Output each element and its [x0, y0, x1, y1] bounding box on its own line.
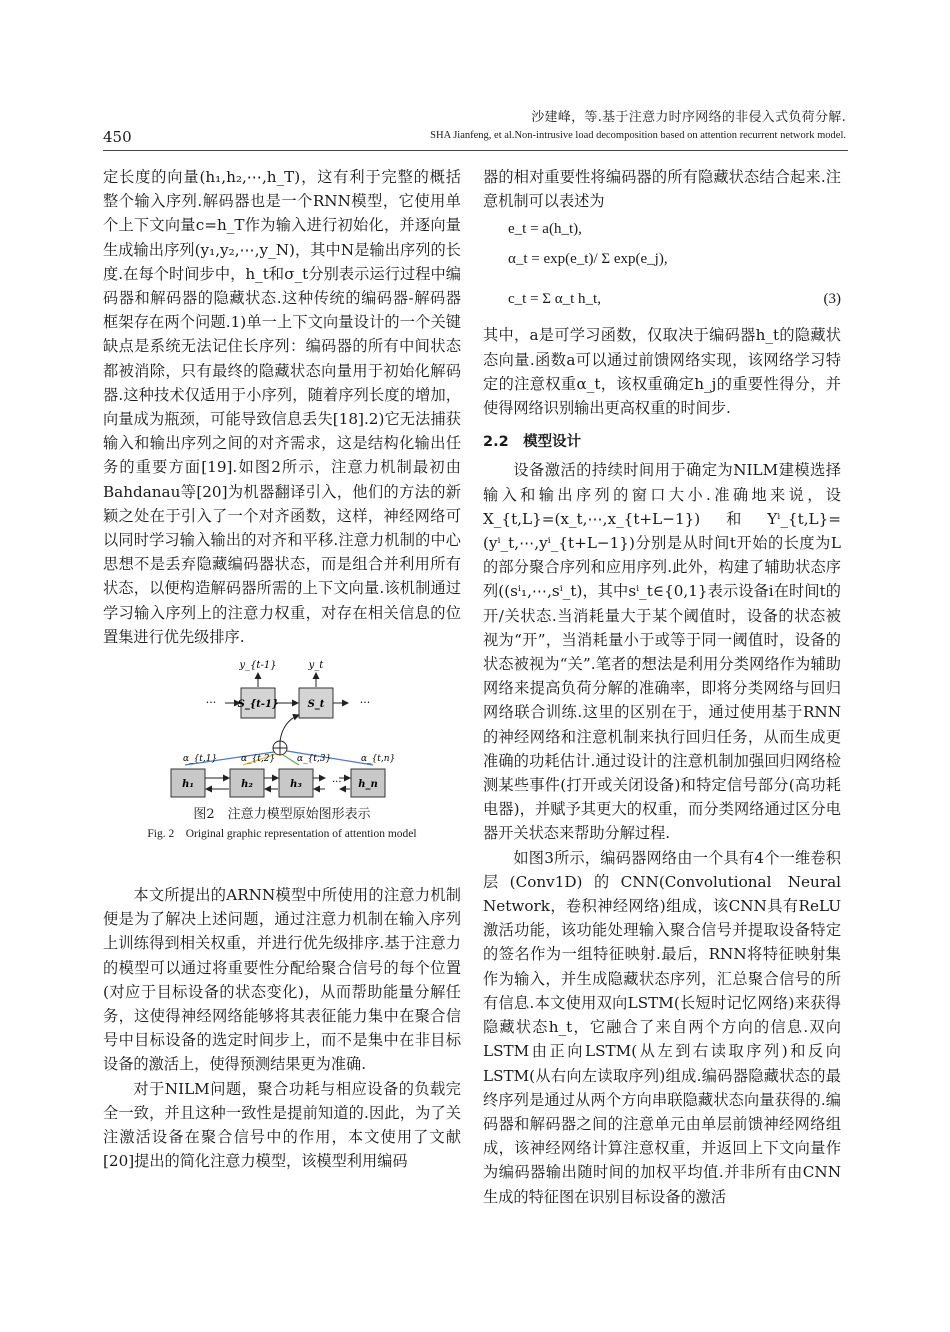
y-t-label: y_t	[308, 660, 324, 672]
h3-label: h₃	[290, 779, 302, 791]
alpha-1-label: α_{t,1}	[183, 754, 218, 765]
running-header-subtitle: SHA Jianfeng, et al.Non-intrusive load decomposition based on attention recurrent network model.	[430, 130, 846, 141]
right-paragraph-4: 如图3所示，编码器网络由一个具有4个一维卷积层(Conv1D)的CNN(Convolutional Neural Network，卷积神经网络)组成，该CNN具有ReLU激活功能，该功能处理输入聚合信号并提取设备特定的签名作为一组特征映射.最后，RNN将特征映射集作为输入，并生成隐藏状态序列，汇总聚合信号的所有信息.本文使用双向LSTM(长短时记忆网络)来获得隐藏状态h_t，它融合了来自两个方向的信息.双向LSTM由正向LSTM(从左到右读取序列)和反向LSTM(从右向左读取序列)组成.编码器隐藏状态的最终序列是通过从两个方向串联隐藏状态向量获得的.编码器和解码器之间的注意单元由单层前馈神经网络组成，该神经网络计算注意权重，并返回上下文向量作为编码器输出随时间的加权平均值.并非所有由CNN生成的特征图在识别目标设备的激活	[483, 848, 841, 1206]
equation-alpha	[483, 243, 841, 283]
figure-caption-en: Fig. 2 Original graphic representation of attention model	[147, 828, 417, 841]
ellipsis-encoder: ···	[332, 777, 342, 789]
figure-caption-zh: 图2 注意力模型原始图形表示	[193, 807, 371, 823]
hn-label: h_n	[358, 779, 378, 791]
right-paragraph-2: 其中，a是可学习函数，仅取决于编码器h_t的隐藏状态向量.函数a可以通过前馈网络实现，该网络学习特定的注意权重α_t，该权重确定h_j的重要性得分，并使得网络识别输出更高权重的时间步.	[483, 326, 841, 418]
equation-e-text: e_t = a(h_t),	[508, 221, 582, 238]
section-heading-2-2: 2.2 模型设计	[483, 434, 582, 451]
left-paragraph-2: 本文所提出的ARNN模型中所使用的注意力机制便是为了解决上述问题，通过注意力机制在输入序列上训练得到相关权重，并进行优先级排序.基于注意力的模型可以通过将重要性分配给聚合信号的每个位置(对应于目标设备的状态变化)，从而帮助能量分解任务，这使得神经网络能够将其表征能力集中在聚合信号中目标设备的选定时间步上，而不是集中在非目标设备的激活上，使得预测结果更为准确.	[103, 886, 461, 1074]
left-paragraph-1: 定长度的向量(h₁,h₂,⋯,h_T)，这有利于完整的概括整个输入序列.解码器也是一个RNN模型，它使用单个上下文向量c=h_T作为输入进行初始化，并逐向量生成输出序列(y₁,y₂,⋯,y_N)，其中N是输出序列的长度.在每个时间步中，h_t和σ_t分别表示运行过程中编码器和解码器的隐藏状态.这种传统的编码器-解码器框架存在两个问题.1)单一上下文向量设计的一个关键缺点是系统无法记住长序列：编码器的所有中间状态都被消除，只有最终的隐藏状态向量用于初始化解码器.这种技术仅适用于小序列，随着序列长度的增加，向量成为瓶颈，可能导致信息丢失[18].2)它无法捕获输入和输出序列之间的对齐需求，这是结构化输出任务的重要方面[19].如图2所示，注意力机制最初由Bahdanau等[20]为机器翻译引入，他们的方法的新颖之处在于引入了一个对齐函数，这样，神经网络可以同时学习输入输出的对齐和平移.注意力机制的中心思想不是丢弃隐藏编码器状态，而是组合并利用所有状态，以便构造解码器所需的上下文向量.该机制通过学习输入序列上的注意力权重，对存在相关信息的位置集进行优先级排序.	[103, 168, 461, 646]
right-paragraph-1: 器的相对重要性将编码器的所有隐藏状态结合起来.注意机制可以表述为	[483, 168, 841, 211]
right-paragraph-3: 设备激活的持续时间用于确定为NILM建模选择输入和输出序列的窗口大小.准确地来说，设X_{t,L}=(x_t,⋯,x_{t+L−1})和Yⁱ_{t,L}=(yⁱ_t,⋯,yⁱ_{t+L−1})分别是从时间t开始的长度为L的部分聚合序列和应用序列.此外，构建了辅助状态序列((sⁱ₁,⋯,sⁱ_t)，其中sⁱ_t∈{0,1}表示设备i在时间t的开/关状态.当消耗量大于某个阈值时，设备的状态被视为“开”，当消耗量小于或等于同一阈值时，设备的状态被视为“关”.笔者的想法是利用分类网络作为辅助网络来提高负荷分解的准确率，即将分类网络与回归网络联合训练.这里的区别在于，通过使用基于RNN的神经网络和注意机制来执行回归任务，从而生成更准确的功耗估计.通过设计的注意机制加强回归网络检测某些事件(打开或关闭设备)和特定信号部分(高功耗电器)，并赋予其更大的权重，而分类网络通过区分电器开关状态来帮助分解过程.	[483, 461, 841, 843]
equation-number: (3)	[823, 291, 841, 308]
alpha-3-label: α_{t,3}	[297, 754, 332, 765]
h2-label: h₂	[241, 779, 253, 791]
equation-c	[483, 283, 841, 323]
equation-alpha-text: α_t = exp(e_t)/ Σ exp(e_j),	[508, 251, 668, 268]
running-header-title: 沙建峰，等.基于注意力时序网络的非侵入式负荷分解.	[531, 110, 846, 125]
s-prev-label: S_{t-1}	[237, 699, 279, 711]
equation-c-text: c_t = Σ α_t h_t,	[508, 291, 601, 308]
left-paragraph-3: 对于NILM问题，聚合功耗与相应设备的负载完全一致，并且这种一致性是提前知道的.因此，为了关注激活设备在聚合信号中的作用，本文使用了文献[20]提出的简化注意力模型，该模型利用编码	[103, 1079, 461, 1171]
equation-e	[483, 213, 841, 243]
right-column	[483, 165, 841, 1209]
h1-label: h₁	[182, 779, 194, 791]
attention-diagram	[103, 657, 461, 803]
ellipsis-left: ···	[205, 696, 217, 710]
y-prev-label: y_{t-1}	[239, 660, 277, 672]
alpha-2-label: α_{t,2}	[241, 754, 276, 765]
ellipsis-right: ···	[359, 696, 371, 710]
header-rule	[103, 150, 848, 151]
left-column	[103, 165, 461, 1174]
s-t-label: S_t	[307, 699, 325, 711]
page-number: 450	[103, 128, 132, 146]
alpha-n-label: α_{t,n}	[361, 754, 396, 765]
figure-2-attention-model	[103, 657, 461, 803]
